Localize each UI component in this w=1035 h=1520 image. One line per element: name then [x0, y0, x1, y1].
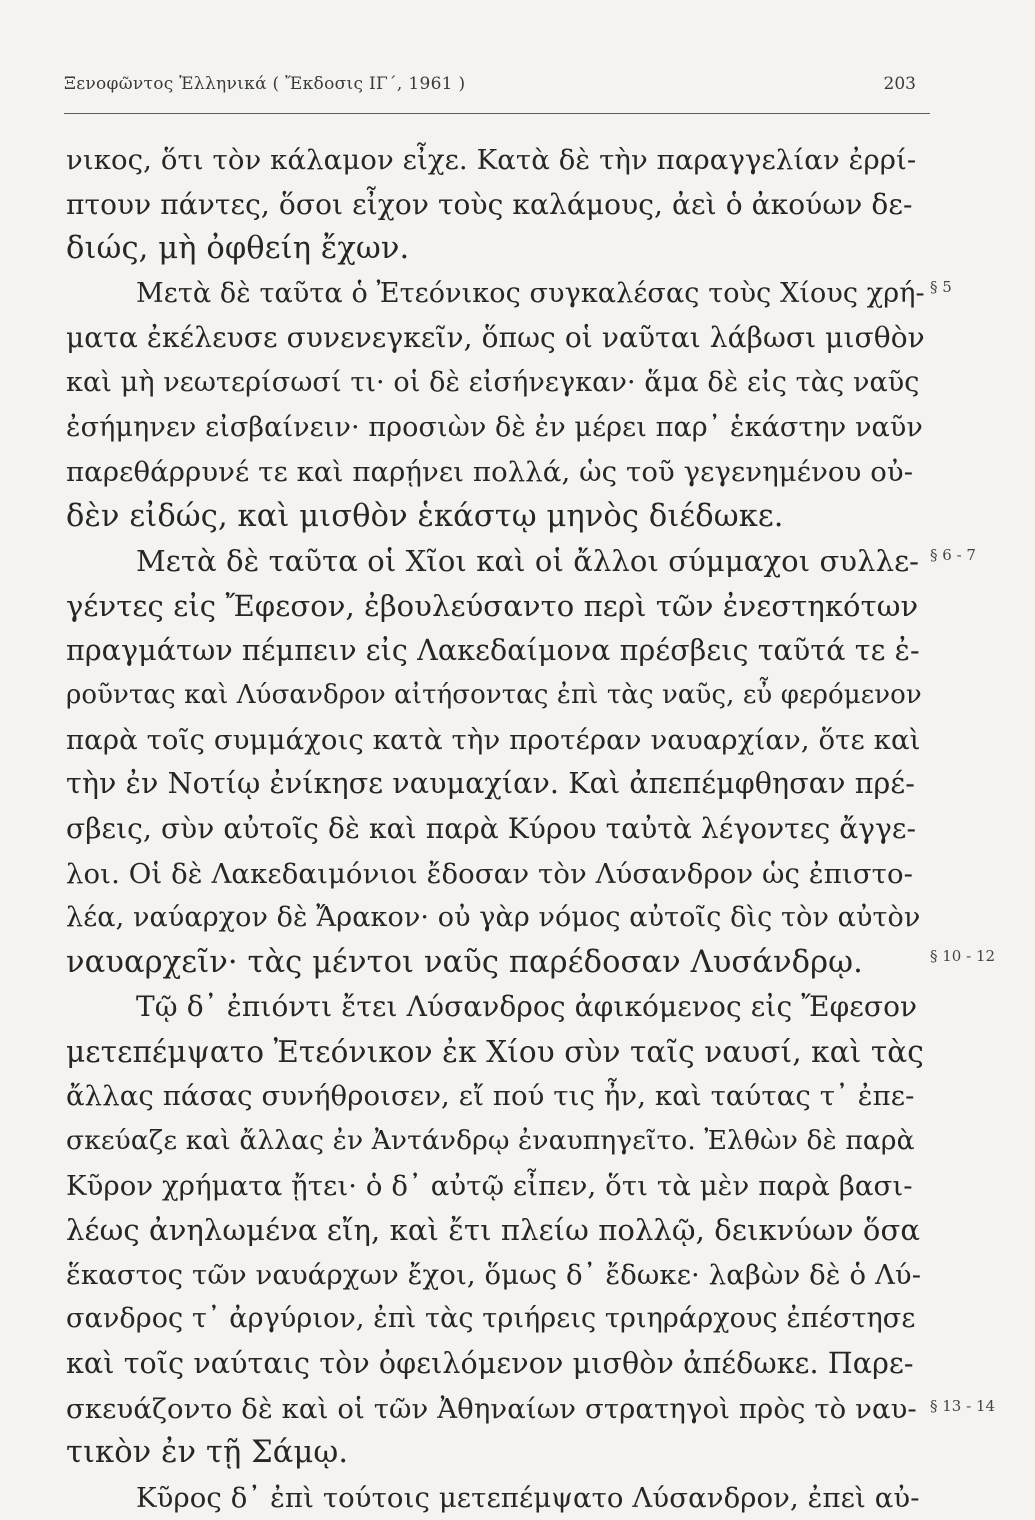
text-line: λοι. Οἱ δὲ Λακεδαιμόνιοι ἔδοσαν τὸν Λύσανδρον ὡς ἐπιστο-	[66, 857, 914, 890]
text-body	[66, 138, 924, 1520]
text-line: σβεις, σὺν αὐτοῖς δὲ καὶ παρὰ Κύρου ταὐτὰ λέγοντες ἄγγε-	[66, 811, 917, 845]
margin-section-note: § 13 - 14	[930, 1397, 996, 1415]
header-title: Ξενοφῶντος Ἑλληνικά ( Ἔκδοσις ΙΓ΄, 1961 )	[64, 74, 466, 94]
text-line: λέα, ναύαρχον δὲ Ἄρακον· οὐ γὰρ νόμος αὐτοῖς δὶς τὸν αὐτὸν	[66, 902, 921, 934]
text-line: παρεθάρρυνέ τε καὶ παρῄνει πολλά, ὡς τοῦ γεγενημένου οὐ-	[66, 456, 914, 489]
margin-section-note: § 10 - 12	[930, 947, 996, 965]
text-line: γέντες εἰς Ἔφεσον, ἐβουλεύσαντο περὶ τῶν ἐνεστηκότων	[66, 588, 919, 623]
text-line: λέως ἀνηλωμένα εἴη, καὶ ἔτι πλείω πολλῷ, δεικνύων ὅσα	[66, 1213, 921, 1248]
text-line: καὶ τοῖς ναύταις τὸν ὀφειλόμενον μισθὸν ἀπέδωκε. Παρε-	[66, 1347, 914, 1381]
text-line: τὴν ἐν Νοτίῳ ἐνίκησε ναυμαχίαν. Καὶ ἀπεπέμφθησαν πρέ-	[66, 767, 915, 801]
text-line: ροῦντας καὶ Λύσανδρον αἰτήσοντας ἐπὶ τὰς ναῦς, εὖ φερόμενον	[66, 680, 922, 711]
paragraph-start-line: Κῦρος δ᾽ ἐπὶ τούτοις μετεπέμψατο Λύσανδρον, ἐπεὶ αὐ-	[136, 1481, 920, 1514]
text-line: τικὸν ἐν τῇ Σάμῳ.	[66, 1435, 349, 1471]
paragraph-start-line: Τῷ δ᾽ ἐπιόντι ἔτει Λύσανδρος ἀφικόμενος εἰς Ἔφεσον	[136, 990, 918, 1024]
header-rule	[64, 113, 930, 114]
text-line: νικος, ὅτι τὸν κάλαμον εἶχε. Κατὰ δὲ τὴν παραγγελίαν ἐρρί-	[66, 144, 917, 176]
text-line: σκεύαζε καὶ ἄλλας ἐν Ἀντάνδρῳ ἐναυπηγεῖτο. Ἐλθὼν δὲ παρὰ	[66, 1125, 915, 1157]
text-line: ματα ἐκέλευσε συνενεγκεῖν, ὅπως οἱ ναῦται λάβωσι μισθὸν	[66, 321, 925, 355]
text-line: παρὰ τοῖς συμμάχοις κατὰ τὴν προτέραν ναυαρχίαν, ὅτε καὶ	[66, 723, 921, 756]
text-line: πτουν πάντες, ὅσοι εἶχον τοὺς καλάμους, ἀεὶ ὁ ἀκούων δε-	[66, 187, 913, 221]
text-line: πραγμάτων πέμπειν εἰς Λακεδαίμονα πρέσβεις ταῦτά τε ἐ-	[66, 633, 920, 667]
text-line: διώς, μὴ ὀφθείη ἔχων.	[66, 231, 410, 267]
text-line: Κῦρον χρήματα ᾔτει· ὁ δ᾽ αὐτῷ εἶπεν, ὅτι τὰ μὲν παρὰ βασι-	[66, 1169, 913, 1202]
text-line: σκευάζοντο δὲ καὶ οἱ τῶν Ἀθηναίων στρατηγοὶ πρὸς τὸ ναυ-	[66, 1392, 917, 1425]
text-line: ἐσήμηνεν εἰσβαίνειν· προσιὼν δὲ ἐν μέρει παρ᾽ ἑκάστην ναῦν	[66, 411, 923, 443]
running-header	[64, 74, 930, 102]
paragraph-start-line: Μετὰ δὲ ταῦτα οἱ Χῖοι καὶ οἱ ἄλλοι σύμμαχοι συλλε-	[136, 544, 920, 579]
text-line: καὶ μὴ νεωτερίσωσί τι· οἱ δὲ εἰσήνεγκαν· ἅμα δὲ εἰς τὰς ναῦς	[66, 366, 920, 398]
text-line: μετεπέμψατο Ἐτεόνικον ἐκ Χίου σὺν ταῖς ναυσί, καὶ τὰς	[66, 1034, 924, 1069]
margin-section-note: § 6 - 7	[930, 546, 976, 564]
text-line: ἕκαστος τῶν ναυάρχων ἔχοι, ὅμως δ᾽ ἔδωκε· λαβὼν δὲ ὁ Λύ-	[66, 1258, 922, 1291]
text-line: ναυαρχεῖν· τὰς μέντοι ναῦς παρέδοσαν Λυσάνδρῳ.	[66, 944, 863, 980]
margin-section-note: § 5	[930, 278, 952, 296]
page-number: 203	[883, 74, 916, 94]
paragraph-start-line: Μετὰ δὲ ταῦτα ὁ Ἐτεόνικος συγκαλέσας τοὺς Χίους χρή-	[136, 277, 925, 309]
text-line: δὲν εἰδώς, καὶ μισθὸν ἑκάστῳ μηνὸς διέδωκε.	[66, 498, 784, 534]
text-line: σανδρος τ᾽ ἀργύριον, ἐπὶ τὰς τριήρεις τριηράρχους ἐπέστησε	[66, 1303, 916, 1335]
text-line: ἄλλας πάσας συνήθροισεν, εἴ πού τις ἦν, καὶ ταύτας τ᾽ ἐπε-	[66, 1080, 915, 1113]
